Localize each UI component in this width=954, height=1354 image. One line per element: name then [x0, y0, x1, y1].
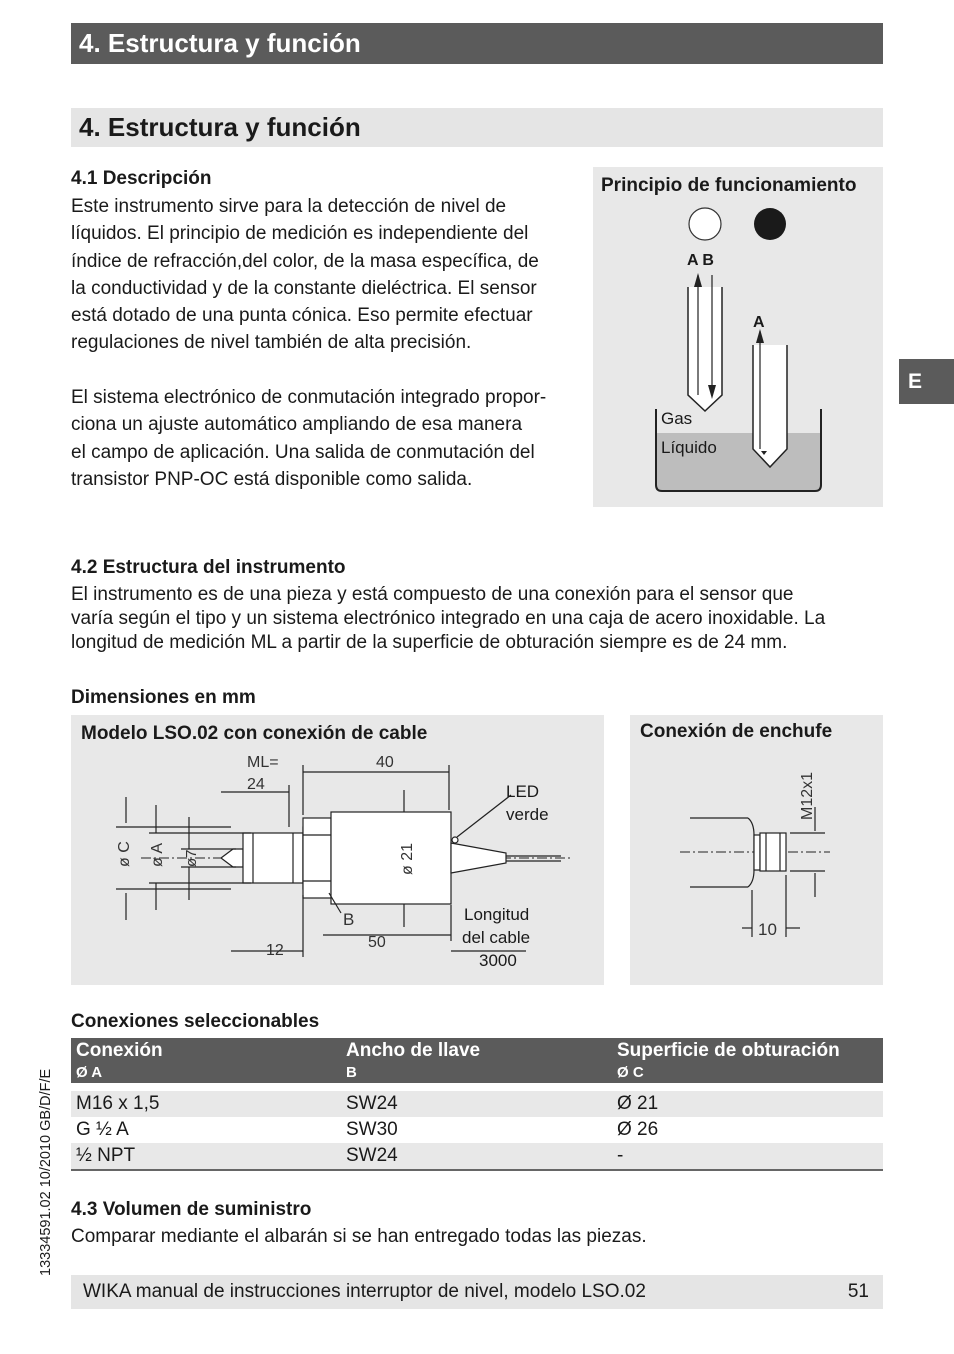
table-row [71, 1091, 883, 1117]
cable-model-drawing [71, 715, 604, 985]
dia-7-label: ø7 [183, 849, 200, 867]
column-header: Superficie de obturación Ø C [612, 1038, 883, 1083]
cable-length-1: Longitud [464, 905, 530, 924]
liquid-label: Líquido [661, 438, 717, 457]
ml-value: 24 [247, 776, 265, 793]
table-cell: SW30 [346, 1119, 398, 1140]
supply-text: Comparar mediante el albarán si se han entregado todas las piezas. [71, 1226, 647, 1247]
dia-21-label: ø 21 [399, 842, 416, 875]
ml-label: ML= [247, 754, 279, 771]
b-label: B [343, 910, 355, 929]
cable-model-title: Modelo LSO.02 con conexión de cable [81, 723, 428, 744]
dim-12: 12 [266, 942, 284, 959]
heading-4-1: 4.1 Descripción [71, 168, 212, 189]
table-cell: - [612, 1143, 883, 1170]
description-paragraph-2: El sistema electrónico de conmutación integrado propor- ciona un ajuste automático ampliando de esa manera el campo de aplicación. Una salida de conmutación del transistor PNP-OC está disponible como salida. [71, 387, 547, 490]
probe-left [688, 287, 722, 411]
dim-10: 10 [758, 920, 777, 939]
table-header-row [71, 1038, 883, 1083]
dia-c-label: ø C [116, 841, 133, 867]
cable-length-3: 3000 [479, 951, 517, 970]
led-label-2: verde [506, 805, 549, 824]
label-ab: A B [687, 252, 714, 269]
cable-length-2: del cable [462, 928, 531, 947]
led-label-1: LED [506, 782, 540, 801]
principle-diagram [593, 167, 883, 507]
table-row [71, 1117, 883, 1143]
principle-title: Principio de funcionamiento [601, 175, 857, 196]
plug-panel [630, 715, 883, 985]
table-cell: SW24 [341, 1091, 612, 1117]
connections-heading: Conexiones seleccionables [71, 1011, 320, 1032]
page-number: 51 [847, 1281, 869, 1302]
dimensions-heading: Dimensiones en mm [71, 687, 256, 708]
table-cell: SW24 [341, 1143, 612, 1170]
thread-label: M12x1 [799, 771, 816, 820]
empty-circle-icon [689, 208, 721, 240]
dia-a-label: ø A [149, 842, 166, 867]
dim-40: 40 [376, 754, 394, 771]
description-paragraph-1: Este instrumento sirve para la detección de nivel de líquidos. El principio de medición es independiente del índice de refracción,del color, de la masa específica, de la conductividad y de la constante dieléctrica. El sensor está dotado de una punta cónica. Eso permite efectuar regulaciones de nivel también de alta precisión. [71, 196, 539, 354]
page-footer [71, 1275, 883, 1309]
table-cell: G ½ A [76, 1119, 129, 1140]
heading-4-2: 4.2 Estructura del instrumento [71, 557, 346, 578]
plug-drawing [630, 715, 883, 985]
filled-circle-icon [754, 208, 786, 240]
section-title: 4. Estructura y función [71, 108, 883, 147]
chapter-header: 4. Estructura y función [71, 23, 883, 64]
document-code: 13334591.02 10/2010 GB/D/F/E [38, 1068, 54, 1276]
plug-title: Conexión de enchufe [640, 721, 833, 742]
gas-label: Gas [661, 409, 693, 428]
table-cell: Ø 26 [617, 1119, 659, 1140]
footer-text: WIKA manual de instrucciones interruptor de nivel, modelo LSO.02 [83, 1281, 646, 1302]
connections-table [71, 1038, 883, 1171]
table-row [71, 1143, 883, 1170]
structure-paragraph: El instrumento es de una pieza y está compuesto de una conexión para el sensor que varía según el tipo y un sistema electrónico integrado en una caja de acero inoxidable. La longitud de medición ML a partir de la superficie de obturación siempre es de 24 mm. [71, 584, 826, 653]
principle-panel [593, 167, 883, 507]
dim-50: 50 [368, 934, 386, 951]
cable-model-panel [71, 715, 604, 985]
column-header: Ancho de llave B [341, 1038, 612, 1083]
column-header: Conexión Ø A [71, 1038, 341, 1083]
table-cell: M16 x 1,5 [71, 1091, 341, 1117]
label-a: A [753, 314, 765, 331]
heading-4-3: 4.3 Volumen de suministro [71, 1199, 312, 1220]
table-cell: ½ NPT [71, 1143, 341, 1170]
probe-right [753, 345, 787, 467]
table-cell: Ø 21 [612, 1091, 883, 1117]
language-tab[interactable]: E [899, 359, 954, 404]
